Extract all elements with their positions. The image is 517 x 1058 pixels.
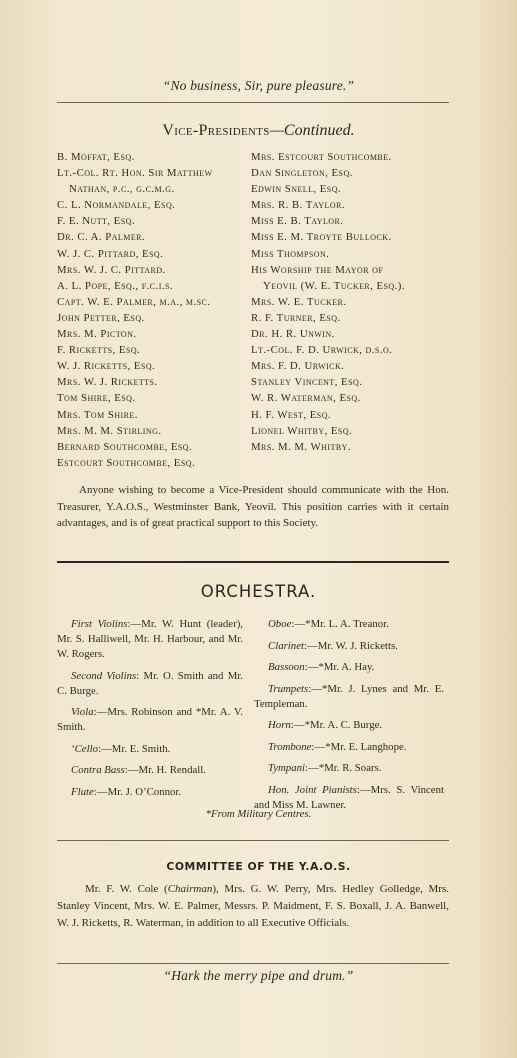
vp-name: Mrs. M. Picton. (57, 328, 137, 341)
orchestra-entry (254, 761, 444, 776)
instrument-label: Clarinet (268, 639, 304, 652)
vp-name: Miss Thompson. (251, 247, 330, 260)
vp-name: Dr. C. A. Palmer. (57, 231, 146, 244)
orchestra-entry (254, 682, 444, 712)
vp-name: Capt. W. E. Palmer, m.a., m.sc. (57, 295, 211, 308)
orchestra-left-column (57, 617, 243, 806)
orchestra-entry (57, 742, 243, 757)
vp-name: F. E. Nutt, Esq. (57, 215, 135, 228)
player-names: :—Mr. J. O’Connor. (93, 785, 182, 798)
vice-president-note: Anyone wishing to become a Vice-President should communicate with the Hon. Treasurer, Y.A.O.S., Westminster Bank, Yeovil. This position carries with it certain advantages, and is of great practical support to this Society. (57, 484, 449, 530)
instrument-label: ‘Cello (71, 742, 98, 755)
orchestra-entry (57, 669, 243, 699)
vp-name: C. L. Normandale, Esq. (57, 199, 176, 212)
vp-name: Mrs. Estcourt Southcombe. (251, 151, 392, 163)
vp-name: Mrs. W. J. C. Pittard. (57, 263, 166, 276)
vp-name: Nathan, p.c., g.c.m.g. (69, 183, 175, 196)
instrument-label: Horn (268, 719, 291, 731)
bottom-divider (57, 963, 449, 964)
instrument-label: First Violins (71, 618, 128, 630)
vp-name: His Worship the Mayor of (251, 263, 384, 276)
player-names: : Mr. O. Smith and Mr. C. Burge. (57, 669, 244, 697)
vp-name: Stanley Vincent, Esq. (251, 376, 363, 389)
orchestra-entry (57, 617, 243, 662)
top-divider (57, 102, 449, 103)
vp-name: W. J. C. Pittard, Esq. (57, 247, 164, 260)
committee-text (57, 881, 449, 931)
vp-name: Mrs. M. M. Stirling. (57, 424, 162, 437)
vp-name: Dr. H. R. Unwin. (251, 328, 335, 341)
vp-name: Miss E. M. Troyte Bullock. (251, 231, 392, 244)
committee-text-rest: ), Mrs. G. W. Perry, Mrs. Hedley Golledge, Mrs. Stanley Vincent, Mrs. W. E. Palmer, Messrs. P. Maidment, F. S. Boxall, J. A. Banwell, W. J. Ricketts, R. Waterman, in addition to all Executive Officials. (57, 883, 450, 929)
vice-presidents-left-column (57, 149, 213, 471)
vice-presidents-right-column (251, 149, 405, 455)
committee-heading: COMMITTEE OF THE Y.A.O.S. (166, 860, 351, 873)
instrument-label: Contra Bass (71, 764, 125, 776)
top-quote: “No business, Sir, pure pleasure.” (162, 78, 355, 93)
vp-name: F. Ricketts, Esq. (57, 344, 141, 357)
instrument-label: Flute (71, 785, 94, 798)
instrument-label: Trumpets (268, 682, 309, 695)
vp-name: Mrs. M. M. Whitby. (251, 440, 352, 453)
player-names: :—*Mr. A. Hay. (304, 661, 375, 673)
vp-name: Estcourt Southcombe, Esq. (57, 456, 196, 469)
instrument-label: Tympani (268, 762, 305, 774)
vp-name: Lt.-Col. F. D. Urwick, d.s.o. (251, 344, 393, 357)
vp-name: Mrs. R. B. Taylor. (251, 199, 346, 212)
player-names: :—*Mr. E. Langhope. (311, 740, 407, 753)
vp-name: Mrs. W. E. Tucker. (251, 295, 347, 308)
orchestra-heading: ORCHESTRA. (200, 582, 317, 601)
committee-text-start: Mr. F. W. Cole ( (85, 883, 168, 895)
vp-name: W. R. Waterman, Esq. (251, 392, 361, 405)
instrument-label: Second Violins (71, 669, 137, 682)
chairman-label: Chairman (167, 883, 213, 895)
instrument-label: Bassoon (268, 661, 305, 673)
vp-name: Edwin Snell, Esq. (251, 183, 342, 196)
orchestra-entry (254, 660, 444, 675)
instrument-label: Viola (71, 706, 94, 718)
vp-name: A. L. Pope, Esq., f.c.i.s. (57, 279, 174, 292)
player-names: :—Mr. H. Rendall. (124, 764, 206, 776)
vice-presidents-heading (0, 122, 517, 140)
player-names: :—Mr. W. Hunt (leader), Mr. S. Halliwell, Mr. H. Harbour, and Mr. W. Rogers. (57, 618, 243, 660)
vice-presidents-continued: —Continued. (269, 122, 355, 139)
orchestra-footnote: *From Military Centres. (205, 808, 312, 820)
vp-name: Mrs. W. J. Ricketts. (57, 376, 158, 389)
vp-name: B. Moffat, Esq. (57, 151, 135, 163)
vp-name: R. F. Turner, Esq. (251, 311, 341, 324)
orchestra-entry (57, 785, 243, 800)
section-divider (57, 561, 449, 563)
vp-name: Bernard Southcombe, Esq. (57, 440, 193, 453)
vp-name: Dan Singleton, Esq. (251, 167, 353, 180)
player-names: :—Mrs. S. Vincent and Miss M. Lawner. (254, 783, 444, 811)
player-names: :—Mr. W. J. Ricketts. (304, 639, 398, 652)
vice-presidents-title: Vice-Presidents (162, 122, 270, 139)
instrument-label: Hon. Joint Pianists (268, 783, 357, 796)
committee-divider (57, 840, 449, 841)
orchestra-entry (57, 763, 243, 778)
vp-name: Mrs. Tom Shire. (57, 408, 138, 421)
orchestra-entry (254, 639, 444, 654)
orchestra-entry (254, 617, 444, 632)
vp-name: Miss E. B. Taylor. (251, 215, 344, 228)
vp-name: Lt.-Col. Rt. Hon. Sir Matthew (57, 167, 213, 180)
player-names: :—*Mr. R. Soars. (305, 762, 382, 774)
vp-name: W. J. Ricketts, Esq. (57, 360, 156, 373)
orchestra-entry (57, 705, 243, 735)
orchestra-entry (254, 718, 444, 733)
bottom-quote: “Hark the merry pipe and drum.” (163, 968, 354, 983)
vp-name: H. F. West, Esq. (251, 408, 332, 421)
instrument-label: Trombone (268, 740, 312, 753)
orchestra-right-column (254, 617, 444, 819)
vp-name: Tom Shire, Esq. (57, 392, 136, 405)
instrument-label: Oboe (268, 618, 292, 630)
vp-name: John Petter, Esq. (57, 311, 145, 324)
vp-name: Mrs. F. D. Urwick. (251, 360, 345, 373)
vp-name: Yeovil (W. E. Tucker, Esq.). (263, 279, 406, 292)
orchestra-entry (254, 740, 444, 755)
player-names: :—*Mr. A. C. Burge. (290, 719, 383, 731)
vp-name: Lionel Whitby, Esq. (251, 424, 353, 437)
player-names: :—*Mr. L. A. Treanor. (291, 618, 389, 630)
player-names: :—*Mr. J. Lynes and Mr. E. Templeman. (254, 682, 444, 710)
player-names: :—Mrs. Robinson and *Mr. A. V. Smith. (57, 706, 243, 733)
player-names: :—Mr. E. Smith. (98, 742, 171, 755)
